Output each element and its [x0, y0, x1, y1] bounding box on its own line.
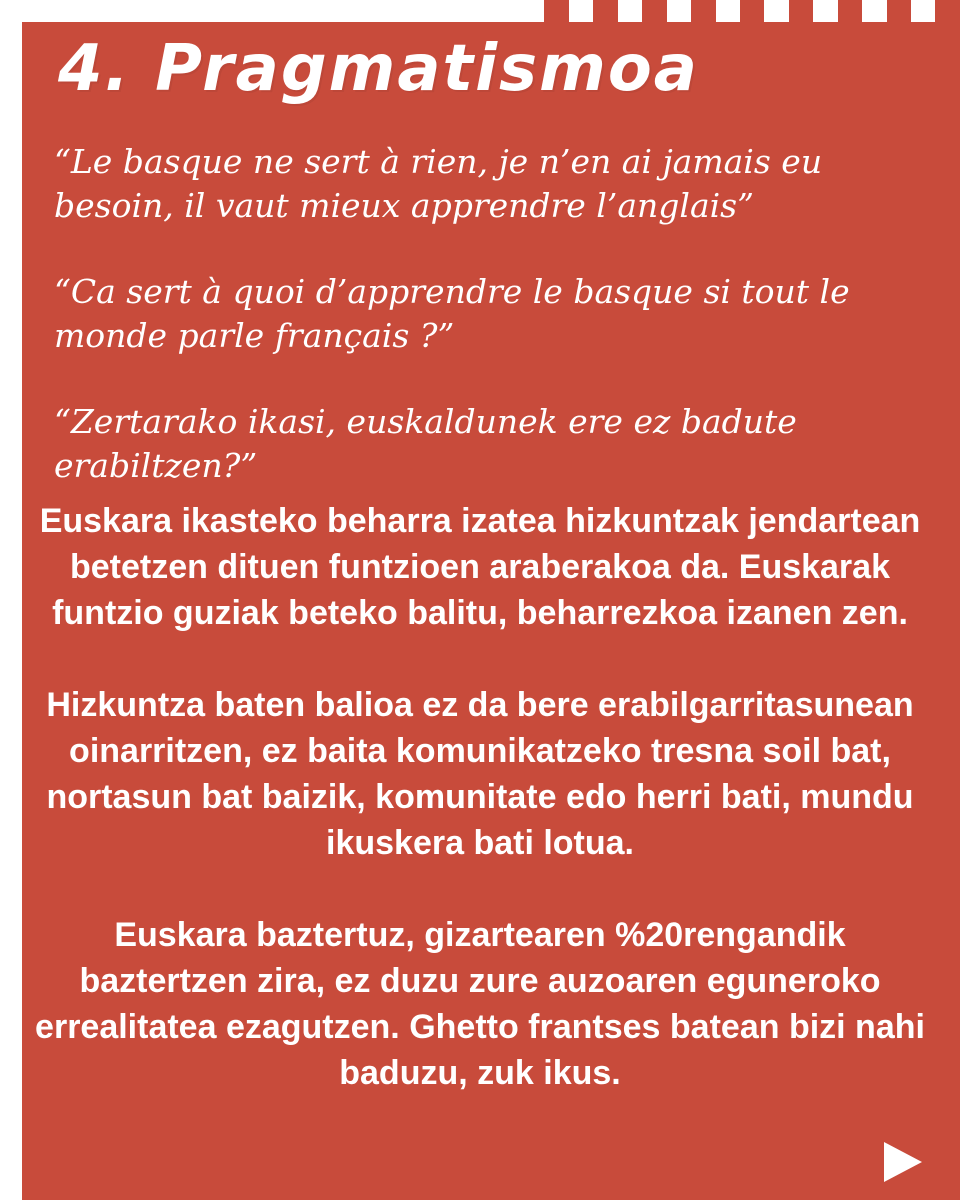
checkered-border: [520, 0, 960, 22]
paragraph-3: Euskara baztertuz, gizartearen %20rengandik baztertzen zira, ez duzu zure auzoaren eguneroko errealitatea ezagutzen. Ghetto frantses batean bizi nahi baduzu, zuk ikus.: [35, 916, 925, 1092]
quote-french-1: “Le basque ne sert à rien, je n’en ai jamais eu besoin, il vaut mieux apprendre l’anglais”: [54, 142, 823, 225]
frame-top-band: [0, 0, 540, 22]
paragraph-1: Euskara ikasteko beharra izatea hizkuntzak jendartean betetzen dituen funtzioen araberakoa da. Euskarak funtzio guziak beteko balitu, beharrezkoa izanen zen.: [39, 502, 921, 632]
page-title: 4. Pragmatismoa: [58, 32, 699, 106]
quote-french-2: “Ca sert à quoi d’apprendre le basque si tout le monde parle français ?”: [54, 272, 850, 355]
play-arrow-icon[interactable]: [884, 1142, 922, 1182]
body-text: [30, 498, 930, 1142]
quotes-block: [54, 140, 914, 530]
frame-left-strip: [0, 0, 22, 1200]
paragraph-2: Hizkuntza baten balioa ez da bere erabilgarritasunean oinarritzen, ez baita komunikatzeko tresna soil bat, nortasun bat baizik, komunitate edo herri bati, mundu ikuskera bati lotua.: [46, 686, 914, 862]
quote-basque: “Zertarako ikasi, euskaldunek ere ez badute erabiltzen?”: [54, 402, 797, 485]
